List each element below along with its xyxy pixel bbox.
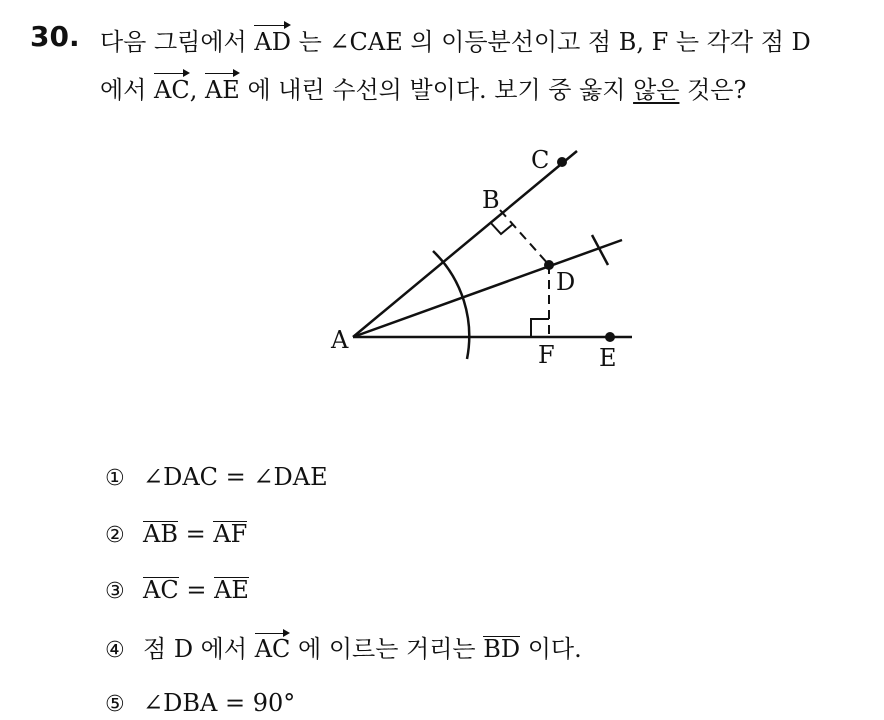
option-number: ⑤ (105, 692, 125, 717)
label-f: F (538, 341, 555, 369)
option-2[interactable] (105, 519, 247, 551)
perpendicular-db (500, 210, 549, 265)
vector-ae: AE (205, 72, 240, 106)
stem-text: , (189, 76, 205, 104)
vector-ad: AD (254, 24, 291, 58)
option-5[interactable] (105, 688, 295, 720)
label-b: B (482, 186, 500, 214)
stem-text: 다음 그림에서 (100, 28, 255, 56)
point-d (544, 260, 554, 270)
ray-ad (353, 240, 622, 337)
option-number: ③ (105, 579, 125, 604)
option-number: ④ (105, 638, 125, 663)
option-text: 이다. (520, 635, 582, 663)
stem-text: 에서 (100, 76, 154, 104)
equals-sign: = (177, 520, 214, 548)
option-text: 점 D 에서 (143, 635, 255, 663)
option-text: 에 이르는 거리는 (290, 635, 484, 663)
point-e (605, 332, 615, 342)
option-number: ① (105, 466, 125, 491)
point-c (557, 157, 567, 167)
option-number: ② (105, 523, 125, 548)
option-text: ∠DAC = ∠DAE (143, 463, 328, 491)
vector-ac: AC (255, 632, 291, 664)
option-text: ∠DBA = 90° (143, 689, 296, 717)
question-number: 30. (30, 20, 80, 53)
segment-ab: AB (143, 520, 178, 548)
segment-bd: BD (483, 635, 521, 663)
option-3[interactable] (105, 575, 249, 607)
label-a: A (331, 326, 349, 354)
stem-text: 에 내린 수선의 발이다. 보기 중 옳지 (239, 76, 634, 104)
segment-ac: AC (143, 576, 179, 604)
option-1[interactable] (105, 462, 328, 494)
segment-af: AF (213, 520, 248, 548)
right-angle-f (531, 319, 549, 337)
equals-sign: = (178, 576, 215, 604)
option-4[interactable] (105, 632, 582, 666)
stem-text: 것은? (679, 76, 747, 104)
right-angle-b (490, 222, 513, 234)
label-c: C (531, 146, 550, 174)
vector-ac: AC (154, 72, 190, 106)
stem-text: 는 ∠CAE 의 이등분선이고 점 B, F 는 각각 점 D (290, 28, 811, 56)
label-e: E (599, 344, 617, 372)
underlined-word: 않은 (633, 76, 680, 104)
label-d: D (556, 268, 576, 296)
segment-ae: AE (214, 576, 249, 604)
